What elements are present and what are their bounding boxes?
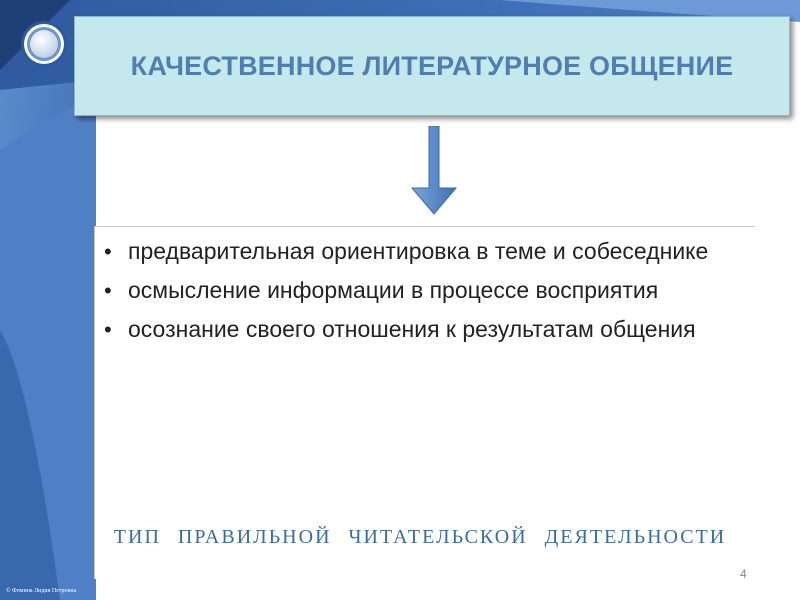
- bullet-list: [98, 236, 728, 353]
- page-number: 4: [740, 567, 747, 581]
- circle-logo-icon: [20, 20, 68, 68]
- bullet-text: осознание своего отношения к результатам общения: [128, 316, 696, 342]
- list-item: [98, 314, 728, 345]
- bullet-text: предварительная ориентировка в теме и собеседнике: [128, 238, 709, 264]
- copyright-text: © Фомина Лидия Петровна: [6, 588, 77, 594]
- bullet-marker: •: [104, 239, 112, 264]
- title-box: [74, 16, 790, 116]
- bullet-marker: •: [104, 278, 112, 303]
- list-item: [98, 236, 728, 267]
- slide-title: КАЧЕСТВЕННОЕ ЛИТЕРАТУРНОЕ ОБЩЕНИЕ: [130, 50, 734, 81]
- bullet-marker: •: [104, 317, 112, 342]
- bullet-text: осмысление информации в процессе восприятия: [128, 277, 659, 303]
- list-item: [98, 275, 728, 306]
- slide-caption: ТИП ПРАВИЛЬНОЙ ЧИТАТЕЛЬСКОЙ ДЕЯТЕЛЬНОСТИ: [113, 526, 727, 548]
- arrow-down-icon: [409, 126, 459, 216]
